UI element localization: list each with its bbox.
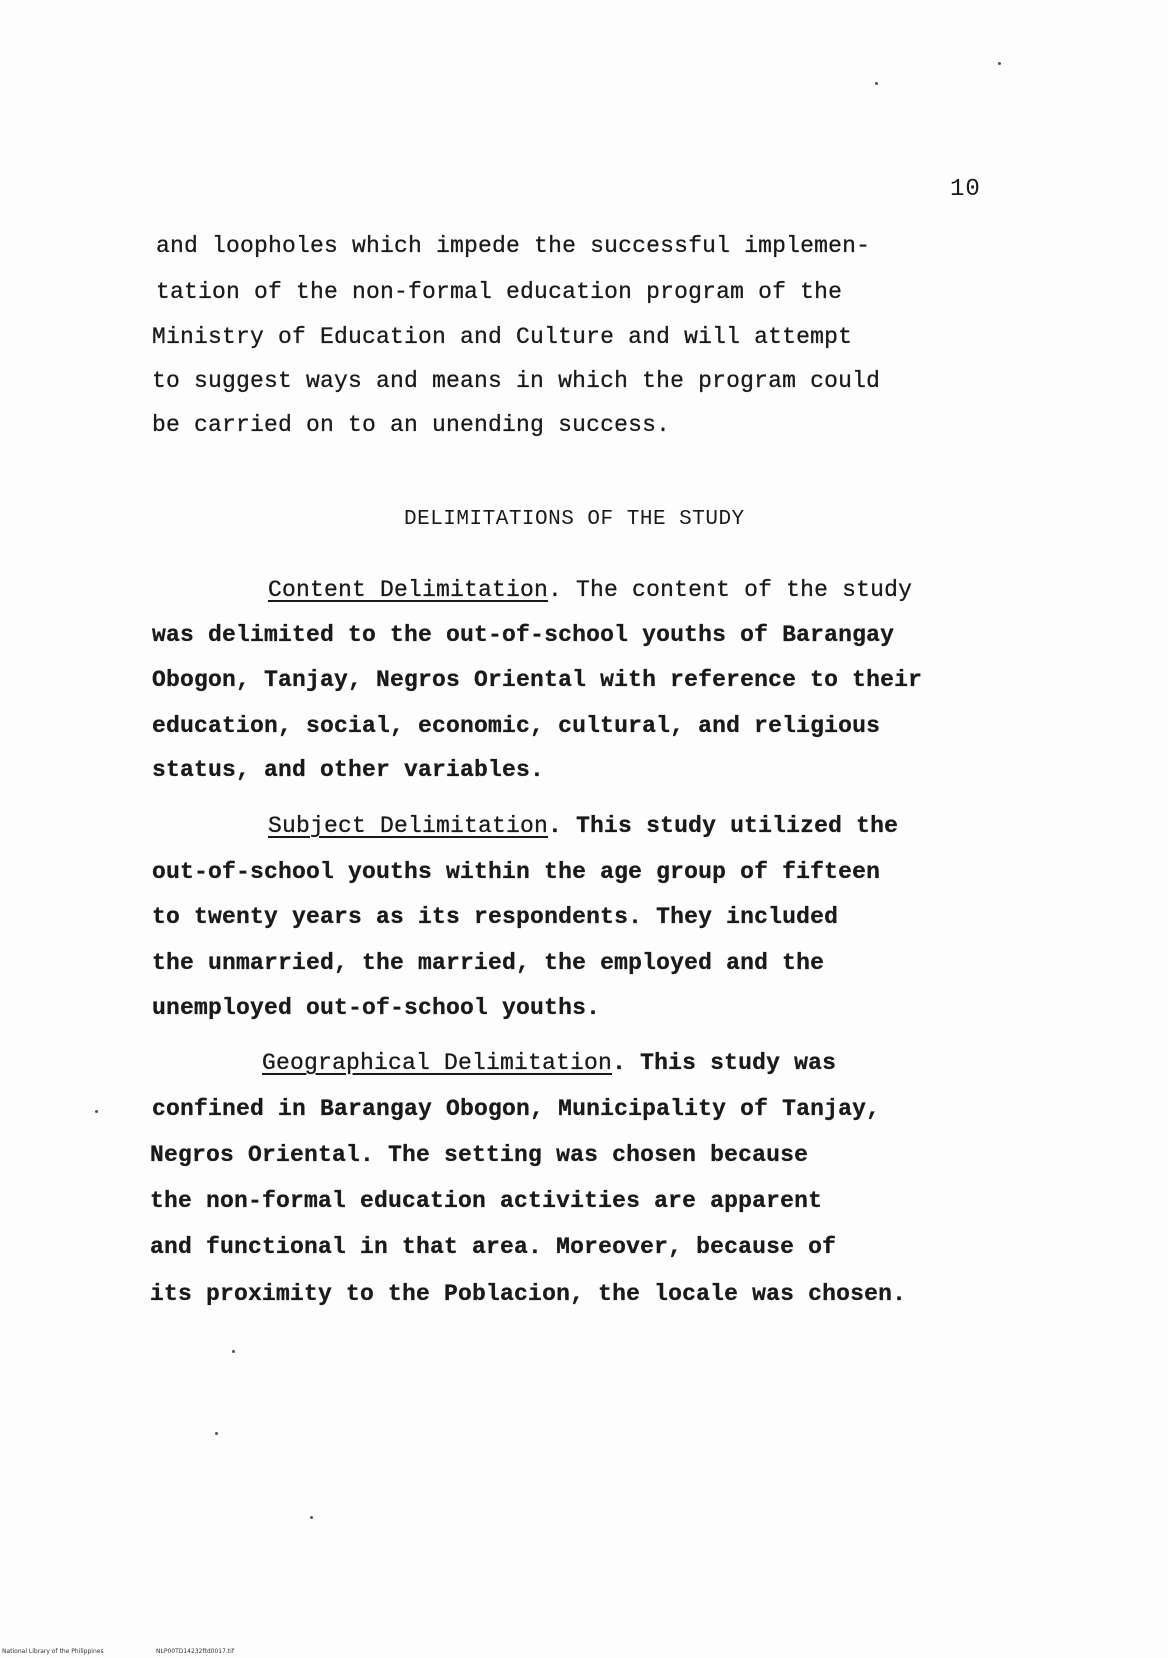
content-delimitation-line: status, and other variables. — [152, 757, 545, 783]
subject-delimitation-line: unemployed out-of-school youths. — [152, 995, 601, 1021]
intro-line: Ministry of Education and Culture and will attempt — [152, 324, 853, 350]
footer-source: National Library of the Philippines — [2, 1648, 104, 1655]
section-heading: DELIMITATIONS OF THE STUDY — [404, 508, 745, 531]
content-delimitation-title: Content Delimitation — [268, 577, 549, 603]
intro-line: tation of the non-formal education program of the — [156, 279, 843, 305]
geographical-delimitation-line: confined in Barangay Obogon, Municipality of Tanjay, — [152, 1096, 881, 1122]
scan-speck — [998, 62, 1001, 65]
scan-speck — [875, 82, 878, 85]
subject-delimitation-lead: . This study utilized the — [548, 813, 899, 839]
geographical-delimitation-lead: . This study was — [612, 1050, 837, 1076]
content-delimitation-first-line — [268, 575, 912, 605]
intro-line: be carried on to an unending success. — [152, 412, 671, 438]
intro-line: and loopholes which impede the successful implemen- — [156, 233, 871, 259]
content-delimitation-line: was delimited to the out-of-school youths of Barangay — [152, 622, 895, 648]
subject-delimitation-line: the unmarried, the married, the employed and the — [152, 950, 825, 976]
geographical-delimitation-title: Geographical Delimitation — [262, 1050, 613, 1076]
subject-delimitation-first-line — [268, 811, 898, 841]
geographical-delimitation-line: and functional in that area. Moreover, because of — [150, 1234, 837, 1260]
geographical-delimitation-line: its proximity to the Poblacion, the locale was chosen. — [150, 1281, 907, 1307]
content-delimitation-lead: . The content of the study — [548, 577, 913, 603]
scan-speck — [215, 1432, 218, 1435]
content-delimitation-line: Obogon, Tanjay, Negros Oriental with reference to their — [152, 667, 923, 693]
scan-speck — [95, 1110, 98, 1113]
footer-file: NLP00TD14232ftd0017.tif — [156, 1648, 234, 1655]
geographical-delimitation-line: Negros Oriental. The setting was chosen because — [150, 1142, 809, 1168]
intro-line: to suggest ways and means in which the program could — [152, 368, 881, 394]
scan-speck — [310, 1516, 313, 1519]
scan-speck — [232, 1350, 235, 1353]
subject-delimitation-line: to twenty years as its respondents. They included — [152, 904, 839, 930]
geographical-delimitation-line: the non-formal education activities are apparent — [150, 1188, 823, 1214]
subject-delimitation-line: out-of-school youths within the age group of fifteen — [152, 859, 881, 885]
subject-delimitation-title: Subject Delimitation — [268, 813, 549, 839]
page-number: 10 — [950, 176, 981, 203]
content-delimitation-line: education, social, economic, cultural, and religious — [152, 713, 881, 739]
geographical-delimitation-first-line — [262, 1048, 836, 1078]
